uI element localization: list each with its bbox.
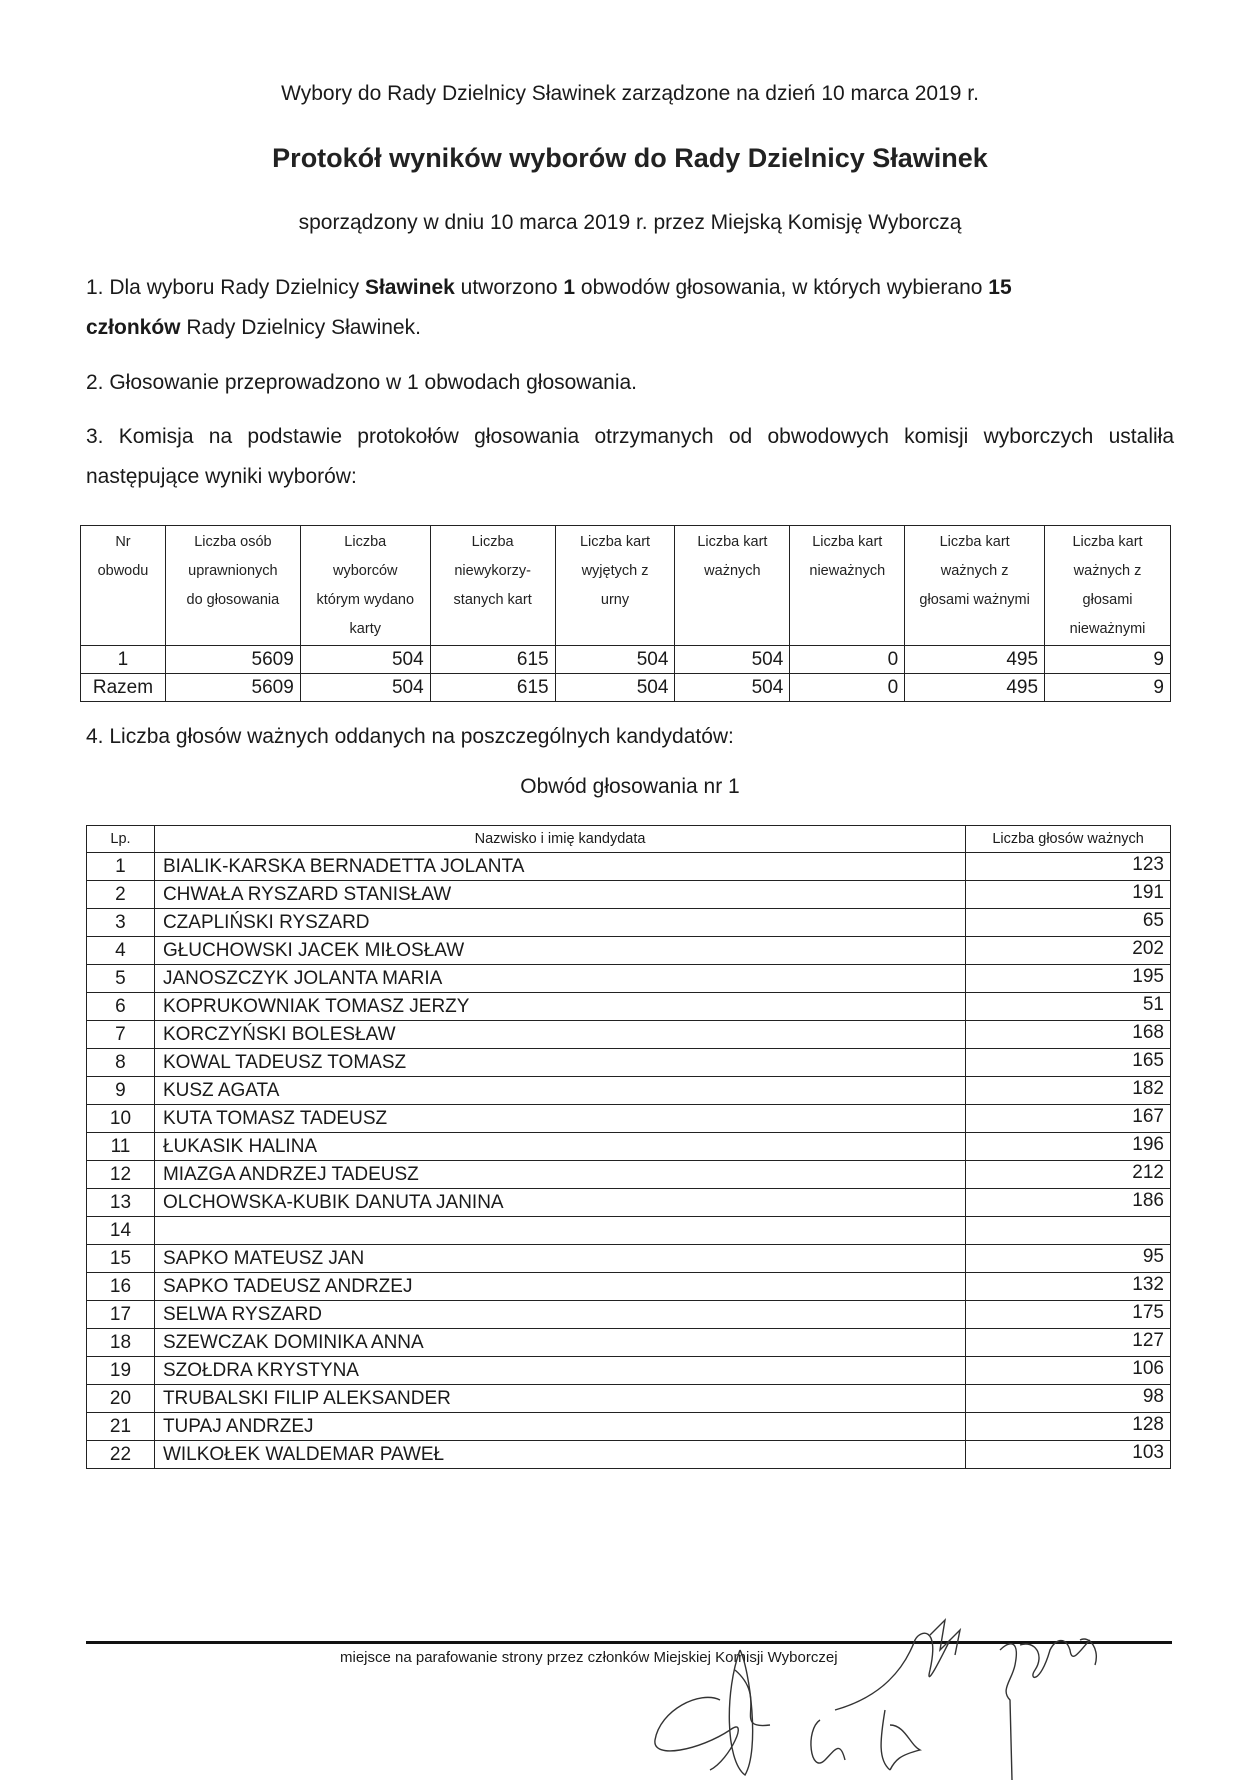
candidate-lp: 1: [87, 853, 155, 881]
candidate-name: SELWA RYSZARD: [154, 1301, 965, 1329]
candidate-votes: 132: [966, 1273, 1171, 1301]
candidate-name: JANOSZCZYK JOLANTA MARIA: [154, 965, 965, 993]
candidate-votes: [966, 1217, 1171, 1245]
candidate-row: [87, 1105, 1171, 1133]
candidate-votes: 51: [966, 993, 1171, 1021]
header-invalid-votes: Liczba kart ważnych z głosami nieważnymi: [1045, 526, 1171, 646]
candidate-row: [87, 909, 1171, 937]
candidate-lp: 17: [87, 1301, 155, 1329]
candidate-name: KUTA TOMASZ TADEUSZ: [154, 1105, 965, 1133]
candidate-row: [87, 1133, 1171, 1161]
candidate-row: [87, 1189, 1171, 1217]
point-1-text-e: obwodów głosowania, w których wybierano: [575, 276, 989, 299]
candidate-votes: 128: [966, 1413, 1171, 1441]
header-unused: Liczba niewykorzy- stanych kart: [430, 526, 555, 646]
candidate-votes: 127: [966, 1329, 1171, 1357]
candidates-table: [86, 825, 1171, 1469]
candidate-lp: 2: [87, 881, 155, 909]
candidate-name: [154, 1217, 965, 1245]
candidate-lp: 14: [87, 1217, 155, 1245]
header-candidate-name: Nazwisko i imię kandydata: [154, 826, 965, 853]
candidate-row: [87, 1245, 1171, 1273]
candidate-name: GŁUCHOWSKI JACEK MIŁOSŁAW: [154, 937, 965, 965]
page-title: Protokół wyników wyborów do Rady Dzielnicy Sławinek: [272, 143, 988, 173]
summary-total-row: Razem 5609 504 615 504 504 0 495 9: [81, 674, 1171, 702]
point-2: 2. Głosowanie przeprowadzono w 1 obwodach głosowania.: [86, 371, 638, 394]
candidate-lp: 4: [87, 937, 155, 965]
candidate-votes: 196: [966, 1133, 1171, 1161]
candidate-lp: 18: [87, 1329, 155, 1357]
election-subtitle: Wybory do Rady Dzielnicy Sławinek zarządzone na dzień 10 marca 2019 r.: [281, 82, 979, 105]
candidate-name: KOWAL TADEUSZ TOMASZ: [154, 1049, 965, 1077]
candidate-row: [87, 1077, 1171, 1105]
candidate-lp: 7: [87, 1021, 155, 1049]
point-1-text-c: utworzono: [454, 276, 564, 299]
point-3: 3. Komisja na podstawie protokołów głosowania otrzymanych od obwodowych komisji wyborczych ustaliła następujące wyniki wyborów:: [86, 425, 1174, 488]
candidate-name: SAPKO MATEUSZ JAN: [154, 1245, 965, 1273]
candidate-row: [87, 1161, 1171, 1189]
point-1-members: 15: [988, 276, 1012, 299]
candidate-row: [87, 881, 1171, 909]
candidate-votes: 212: [966, 1161, 1171, 1189]
candidate-name: SAPKO TADEUSZ ANDRZEJ: [154, 1273, 965, 1301]
candidate-votes: 106: [966, 1357, 1171, 1385]
summary-table: [80, 525, 1171, 702]
candidate-lp: 5: [87, 965, 155, 993]
candidate-name: KUSZ AGATA: [154, 1077, 965, 1105]
candidate-row: [87, 1217, 1171, 1245]
candidate-name: MIAZGA ANDRZEJ TADEUSZ: [154, 1161, 965, 1189]
header-from-urn: Liczba kart wyjętych z urny: [555, 526, 675, 646]
header-valid: Liczba kart ważnych: [675, 526, 790, 646]
point-1-text-a: 1. Dla wyboru Rady Dzielnicy: [86, 276, 365, 299]
candidate-row: [87, 853, 1171, 881]
summary-header-row: [81, 526, 1171, 646]
candidate-votes: 168: [966, 1021, 1171, 1049]
candidate-votes: 165: [966, 1049, 1171, 1077]
candidate-name: BIALIK-KARSKA BERNADETTA JOLANTA: [154, 853, 965, 881]
candidate-name: TRUBALSKI FILIP ALEKSANDER: [154, 1385, 965, 1413]
summary-row: 1 5609 504 615 504 504 0 495 9: [81, 646, 1171, 674]
candidate-lp: 3: [87, 909, 155, 937]
candidate-lp: 20: [87, 1385, 155, 1413]
candidate-lp: 21: [87, 1413, 155, 1441]
protocol-date-line: sporządzony w dniu 10 marca 2019 r. przez Miejską Komisję Wyborczą: [298, 211, 962, 234]
candidate-name: SZOŁDRA KRYSTYNA: [154, 1357, 965, 1385]
candidate-votes: 95: [966, 1245, 1171, 1273]
candidate-row: [87, 1021, 1171, 1049]
candidate-votes: 202: [966, 937, 1171, 965]
district-title: Obwód głosowania nr 1: [520, 775, 740, 798]
candidate-votes: 98: [966, 1385, 1171, 1413]
candidate-name: SZEWCZAK DOMINIKA ANNA: [154, 1329, 965, 1357]
candidate-row: [87, 1441, 1171, 1469]
candidate-lp: 15: [87, 1245, 155, 1273]
point-1: [86, 268, 1174, 348]
candidate-name: KORCZYŃSKI BOLESŁAW: [154, 1021, 965, 1049]
point-1-count: 1: [563, 276, 576, 299]
candidate-lp: 10: [87, 1105, 155, 1133]
candidate-row: [87, 937, 1171, 965]
header-invalid: Liczba kart nieważnych: [790, 526, 905, 646]
candidate-lp: 22: [87, 1441, 155, 1469]
candidate-lp: 11: [87, 1133, 155, 1161]
candidate-name: WILKOŁEK WALDEMAR PAWEŁ: [154, 1441, 965, 1469]
header-lp: Lp.: [87, 826, 155, 853]
candidate-name: CZAPLIŃSKI RYSZARD: [154, 909, 965, 937]
header-ballots-issued: Liczba wyborców którym wydano karty: [300, 526, 430, 646]
header-valid-votes: Liczba kart ważnych z głosami ważnymi: [905, 526, 1045, 646]
candidate-votes: 123: [966, 853, 1171, 881]
candidate-votes: 103: [966, 1441, 1171, 1469]
candidate-row: [87, 1329, 1171, 1357]
candidate-name: CHWAŁA RYSZARD STANISŁAW: [154, 881, 965, 909]
header-eligible: Liczba osób uprawnionych do głosowania: [165, 526, 300, 646]
candidate-votes: 186: [966, 1189, 1171, 1217]
point-1-text-h: Rady Dzielnicy Sławinek.: [180, 316, 421, 339]
candidate-name: TUPAJ ANDRZEJ: [154, 1413, 965, 1441]
candidate-name: OLCHOWSKA-KUBIK DANUTA JANINA: [154, 1189, 965, 1217]
point-1-members-label: członków: [86, 316, 181, 339]
candidate-lp: 6: [87, 993, 155, 1021]
candidate-row: [87, 1049, 1171, 1077]
header-valid-votes-count: Liczba głosów ważnych: [966, 826, 1171, 853]
candidate-row: [87, 1273, 1171, 1301]
candidate-row: [87, 1385, 1171, 1413]
candidate-votes: 175: [966, 1301, 1171, 1329]
candidate-votes: 65: [966, 909, 1171, 937]
candidates-header-row: [87, 826, 1171, 853]
candidate-row: [87, 993, 1171, 1021]
candidate-votes: 182: [966, 1077, 1171, 1105]
point-1-district: Sławinek: [364, 276, 455, 299]
candidate-row: [87, 1357, 1171, 1385]
candidate-votes: 167: [966, 1105, 1171, 1133]
point-4: 4. Liczba głosów ważnych oddanych na poszczególnych kandydatów:: [86, 725, 734, 748]
candidate-lp: 13: [87, 1189, 155, 1217]
candidate-name: ŁUKASIK HALINA: [154, 1133, 965, 1161]
candidate-lp: 19: [87, 1357, 155, 1385]
header-district-no: Nr obwodu: [81, 526, 166, 646]
candidate-row: [87, 1301, 1171, 1329]
initials-label: miejsce na parafowanie strony przez członków Miejskiej Komisji Wyborczej: [340, 1649, 838, 1666]
candidate-row: [87, 965, 1171, 993]
candidate-lp: 12: [87, 1161, 155, 1189]
candidate-row: [87, 1413, 1171, 1441]
candidate-lp: 9: [87, 1077, 155, 1105]
candidate-votes: 191: [966, 881, 1171, 909]
candidate-name: KOPRUKOWNIAK TOMASZ JERZY: [154, 993, 965, 1021]
candidate-lp: 16: [87, 1273, 155, 1301]
handwritten-signatures-icon: [640, 1610, 1260, 1782]
candidate-lp: 8: [87, 1049, 155, 1077]
candidate-votes: 195: [966, 965, 1171, 993]
